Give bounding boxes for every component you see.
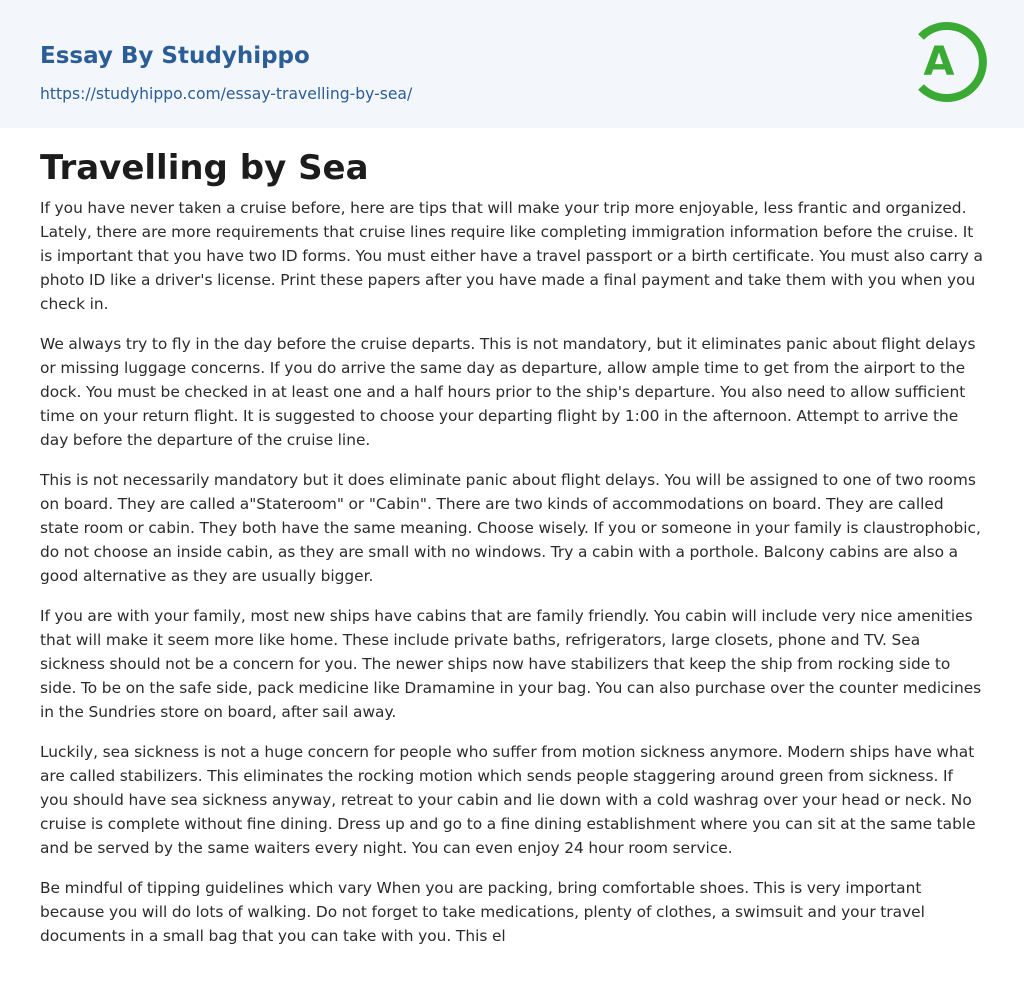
source-url-link[interactable]: https://studyhippo.com/essay-travelling-by-sea/ [40, 85, 413, 103]
essay-title: Travelling by Sea [40, 148, 369, 188]
essay-paragraph: This is not necessarily mandatory but it does eliminate panic about flight delays. You will be assigned to one of two rooms on board. They are called a"Stateroom" or "Cabin". There are two kinds of accommodations on board. They are called state room or cabin. They both have the same meaning. Choose wisely. If you or someone in your family is claustrophobic, do not choose an inside cabin, as they are small with no windows. Try a cabin with a porthole. Balcony cabins are also a good alternative as they are usually bigger. [40, 471, 981, 585]
studyhippo-logo-icon[interactable] [905, 18, 989, 106]
essay-paragraph: If you are with your family, most new ships have cabins that are family friendly. You cabin will include very nice amenities that will make it seem more like home. These include private baths, refrigerators, large closets, phone and TV. Sea sickness should not be a concern for you. The newer ships now have stabilizers that keep the ship from rocking side to side. To be on the safe side, pack medicine like Dramamine in your bag. You can also purchase over the counter medicines in the Sundries store on board, after sail away. [40, 607, 982, 721]
essay-paragraph: Be mindful of tipping guidelines which vary When you are packing, bring comfortable shoes. This is very important because you will do lots of walking. Do not forget to take medications, plenty of clothes, a swimsuit and your travel documents in a small bag that you can take with you. This el [40, 879, 925, 945]
site-header [0, 0, 1024, 128]
essay-paragraph: If you have never taken a cruise before, here are tips that will make your trip more enjoyable, less frantic and organized. Lately, there are more requirements that cruise lines require like completing immigration information before the cruise. It is important that you have two ID forms. You must either have a travel passport or a birth certificate. You must also carry a photo ID like a driver's license. Print these papers after you have made a final payment and take them with you when you check in. [40, 199, 983, 313]
essay-paragraph: Luckily, sea sickness is not a huge concern for people who suffer from motion sickness anymore. Modern ships have what are called stabilizers. This eliminates the rocking motion which sends people staggering around green from sickness. If you should have sea sickness anyway, retreat to your cabin and lie down with a cold washrag over your head or neck. No cruise is complete without fine dining. Dress up and go to a fine dining establishment where you can sit at the same table and be served by the same waiters every night. You can even enjoy 24 hour room service. [40, 743, 976, 857]
site-title[interactable]: Essay By Studyhippo [40, 43, 310, 69]
essay-content [0, 148, 1024, 948]
essay-paragraph: We always try to fly in the day before the cruise departs. This is not mandatory, but it eliminates panic about flight delays or missing luggage concerns. If you do arrive the same day as departure, allow ample time to get from the airport to the dock. You must be checked in at least one and a half hours prior to the ship's departure. You also need to allow sufficient time on your return flight. It is suggested to choose your departing flight by 1:00 in the afternoon. Attempt to arrive the day before the departure of the cruise line. [40, 335, 976, 449]
logo-letter: A [923, 39, 955, 85]
